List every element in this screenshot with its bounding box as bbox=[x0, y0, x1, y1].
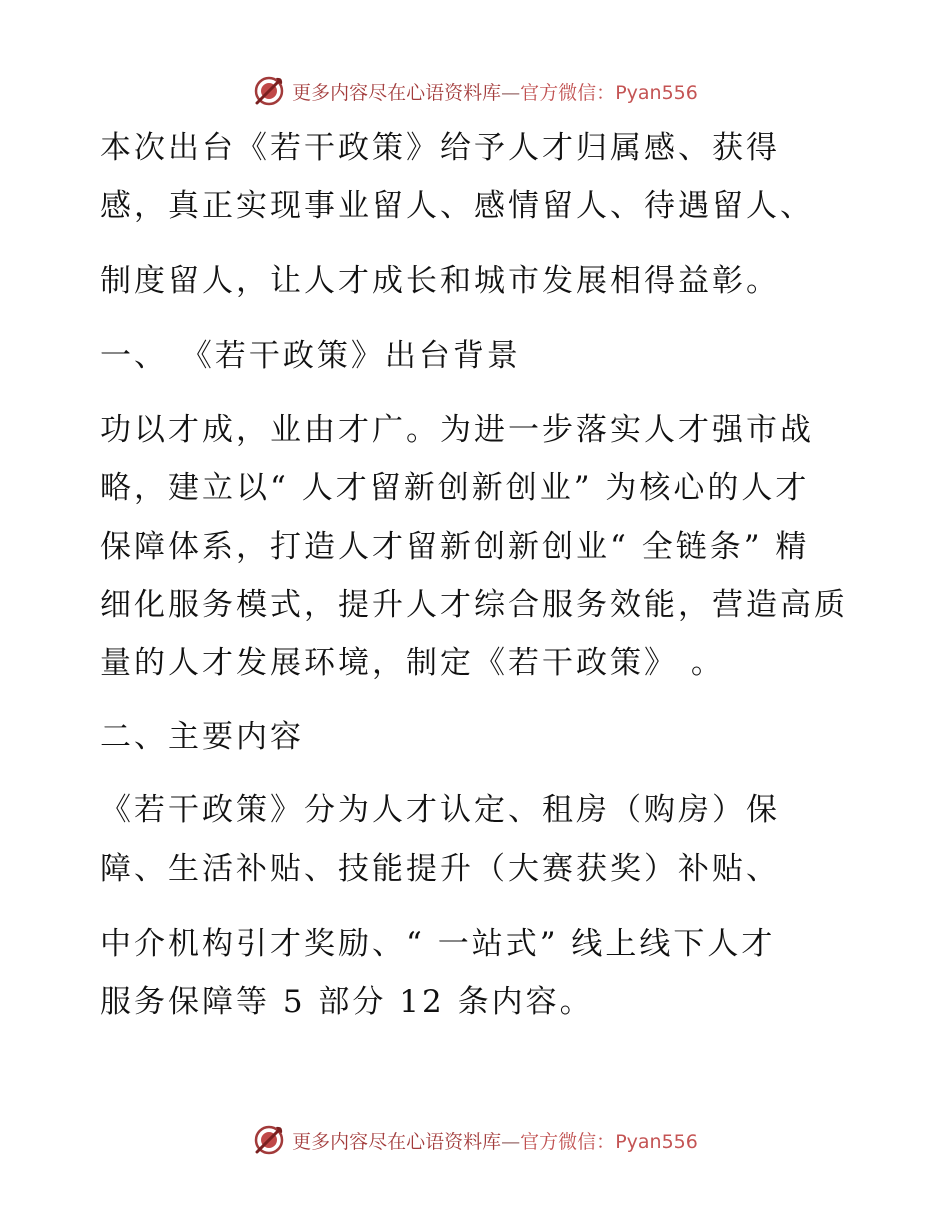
paragraph-line: 障、生活补贴、技能提升（大赛获奖）补贴、 bbox=[100, 851, 780, 887]
watermark-text bbox=[292, 1127, 698, 1154]
watermark-wechat-id: Pyan556 bbox=[615, 1130, 698, 1153]
paragraph-line: 功以才成，业由才广。为进一步落实人才强市战 bbox=[100, 412, 814, 448]
watermark-main-text: 更多内容尽在心语资料库 bbox=[292, 81, 502, 104]
watermark-dash: — bbox=[501, 1130, 521, 1153]
watermark-wechat-id: Pyan556 bbox=[615, 81, 698, 104]
red-quill-seal-icon bbox=[252, 74, 286, 108]
paragraph-line: 量的人才发展环境，制定《若干政策》 。 bbox=[100, 645, 725, 681]
watermark-text bbox=[292, 78, 698, 105]
paragraph-line: 感，真正实现事业留人、感情留人、待遇留人、 bbox=[100, 188, 814, 224]
paragraph-line: 《若干政策》分为人才认定、租房（购房）保 bbox=[100, 792, 780, 828]
watermark-sub-text: 官方微信： bbox=[520, 81, 616, 104]
paragraph-line: 服务保障等 5 部分 12 条内容。 bbox=[100, 984, 594, 1020]
watermark-footer bbox=[0, 1120, 950, 1160]
watermark-main-text: 更多内容尽在心语资料库 bbox=[292, 1130, 502, 1153]
paragraph-line: 本次出台《若干政策》给予人才归属感、获得 bbox=[100, 130, 780, 166]
section-heading: 一、 《若干政策》出台背景 bbox=[100, 338, 521, 374]
paragraph-line: 中介机构引才奖励、“ 一站式” 线上线下人才 bbox=[100, 926, 776, 962]
paragraph-line: 保障体系，打造人才留新创新创业“ 全链条” 精 bbox=[100, 529, 810, 565]
watermark-sub-text: 官方微信： bbox=[520, 1130, 616, 1153]
paragraph-line: 制度留人，让人才成长和城市发展相得益彰。 bbox=[100, 263, 780, 299]
watermark-header bbox=[0, 71, 950, 111]
paragraph-line: 略，建立以“ 人才留新创新创业” 为核心的人才 bbox=[100, 470, 810, 506]
watermark-dash: — bbox=[501, 81, 521, 104]
section-heading: 二、主要内容 bbox=[100, 719, 304, 755]
paragraph-line: 细化服务模式，提升人才综合服务效能，营造高质 bbox=[100, 587, 848, 623]
red-quill-seal-icon bbox=[252, 1123, 286, 1157]
